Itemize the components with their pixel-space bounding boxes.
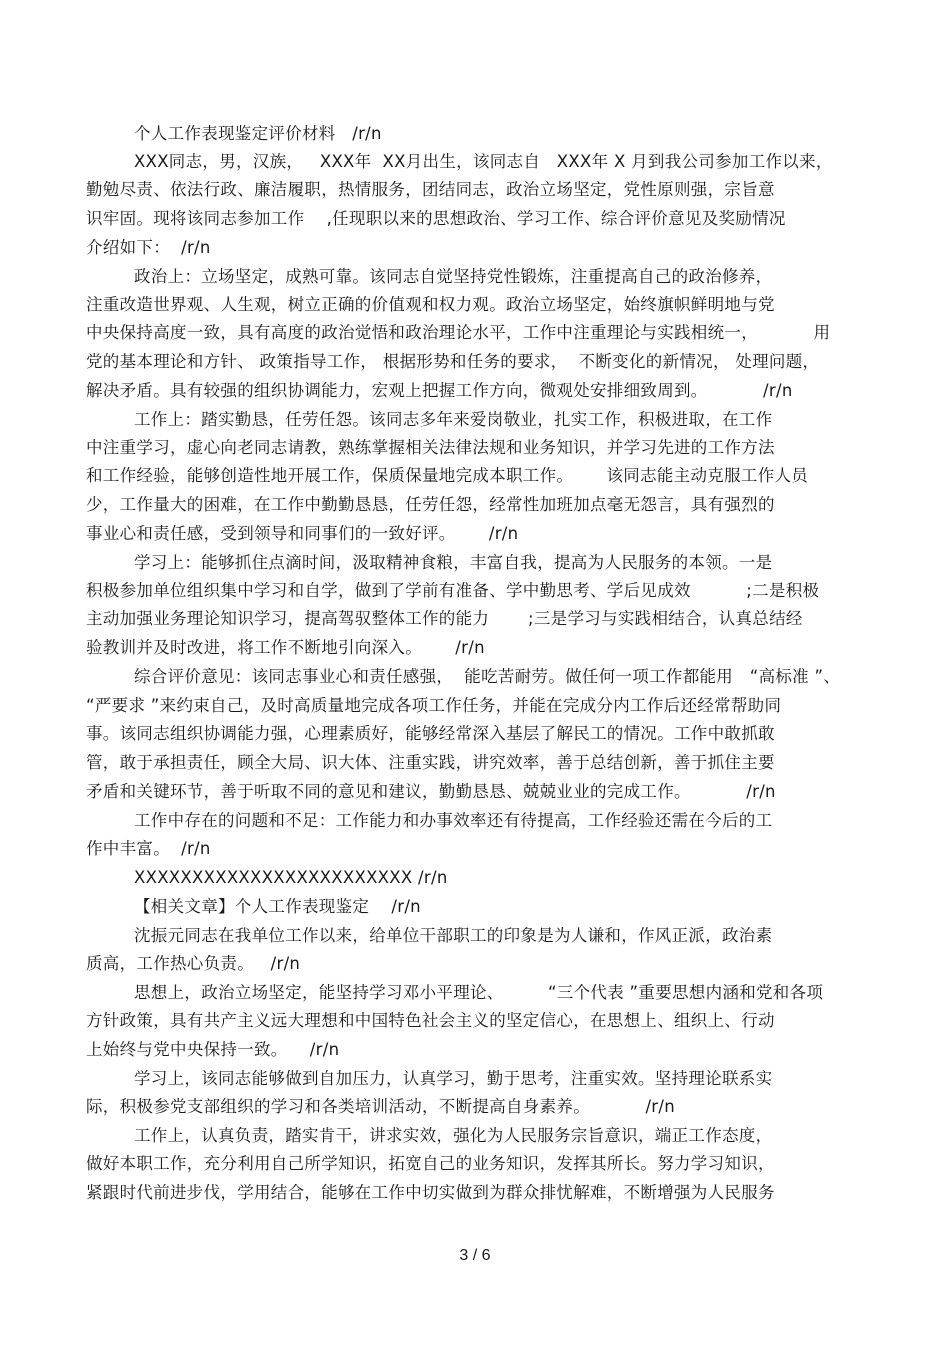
text-line: 勤勉尽责、依法行政、廉洁履职，热情服务，团结同志，政治立场坚定，党性原则强，宗旨意 [86,180,775,199]
text-line: 学习上，该同志能够做到自加压力，认真学习，勤于思考，注重实效。坚持理论联系实 [134,1069,773,1088]
text-line: 政治上：立场坚定，成熟可靠。该同志自觉坚持党性锻炼，注重提高自己的政治修养， [134,267,773,286]
text-line: 管，敢于承担责任，顾全大局、识大体、注重实践，讲究效率，善于总结创新，善于抓住主要 [86,753,775,772]
text-line: 事。该同志组织协调能力强，心理素质好，能够经常深入基层了解民工的情况。工作中敢抓敢 [86,724,775,743]
text-line: 介绍如下： /r/n [86,238,211,257]
text-line: 矛盾和关键环节，善于听取不同的意见和建议，勤勤恳恳、兢兢业业的完成工作。 /r/n [86,782,776,801]
text-line: 识牢固。现将该同志参加工作 ,任现职以来的思想政治、学习工作、综合评价意见及奖励情况 [86,209,786,228]
text-line: 学习上：能够抓住点滴时间，汲取精神食粮，丰富自我，提高为人民服务的本领。一是 [134,553,773,572]
document-title: 个人工作表现鉴定评价材料 /r/n [134,124,382,143]
text-line: 中注重学习，虚心向老同志请教，熟练掌握相关法律法规和业务知识，并学习先进的工作方法 [86,438,775,457]
text-line: 工作中存在的问题和不足：工作能力和办事效率还有待提高，工作经验还需在今后的工 [134,811,773,830]
related-article-heading: 【相关文章】个人工作表现鉴定 /r/n [134,897,421,916]
text-line: 积极参加单位组织集中学习和自学，做到了学前有准备、学中勤思考、学后见成效 ;二是积极 [86,581,820,600]
text-line: 工作上：踏实勤恳，任劳任怨。该同志多年来爱岗敬业，扎实工作，积极进取，在工作 [134,410,773,429]
text-line: 党的基本理论和方针、 政策指导工作， 根据形势和任务的要求， 不断变化的新情况， 处理问题， [86,352,820,371]
text-line: 和工作经验，能够创造性地开展工作，保质保量地完成本职工作。 该同志能主动克服工作人员 [86,466,809,485]
text-line: 思想上，政治立场坚定，能坚持学习邓小平理论、 “三个代表 ”重要思想内涵和党和各项 [134,983,824,1002]
text-line: 方针政策，具有共产主义远大理想和中国特色社会主义的坚定信心，在思想上、组织上、行动 [86,1011,775,1030]
text-line: 中央保持高度一致，具有高度的政治觉悟和政治理论水平，工作中注重理论与实践相统一， 用 [86,323,831,342]
text-line: 解决矛盾。具有较强的组织协调能力，宏观上把握工作方向，微观处安排细致周到。 /r/n [86,381,793,400]
text-line: 验教训并及时改进，将工作不断地引向深入。 /r/n [86,638,485,657]
text-line: 综合评价意见：该同志事业心和责任感强， 能吃苦耐劳。做任何一项工作都能用 “高标准 ”、 [134,667,841,686]
page-number: 3 / 6 [459,1247,491,1264]
text-line: 工作上，认真负责，踏实肯干，讲求实效，强化为人民服务宗旨意识，端正工作态度， [134,1126,773,1145]
text-line: 上始终与党中央保持一致。 /r/n [86,1040,340,1059]
text-line: XXXXXXXXXXXXXXXXXXXXXXXX /r/n [134,868,448,887]
text-line: 紧跟时代前进步伐，学用结合，能够在工作中切实做到为群众排忧解难，不断增强为人民服务 [86,1183,775,1202]
text-line: 作中丰富。 /r/n [86,839,211,858]
text-line: XXX同志，男，汉族， XXX年 XX月出生，该同志自 XXX年 X 月到我公司参加工作以来， [134,152,833,171]
text-line: “严要求 ”来约束自己，及时高质量地完成各项工作任务，并能在完成分内工作后还经常帮助同 [86,696,782,715]
text-line: 事业心和责任感，受到领导和同事们的一致好评。 /r/n [86,524,519,543]
text-line: 沈振元同志在我单位工作以来，给单位干部职工的印象是为人谦和，作风正派，政治素 [134,926,773,945]
text-line: 质高，工作热心负责。 /r/n [86,954,301,973]
text-line: 主动加强业务理论知识学习，提高驾驭整体工作的能力 ;三是学习与实践相结合，认真总结经 [86,609,803,628]
text-line: 际，积极参党支部组织的学习和各类培训活动，不断提高自身素养。 /r/n [86,1097,676,1116]
text-line: 注重改造世界观、人生观，树立正确的价值观和权力观。政治立场坚定，始终旗帜鲜明地与党 [86,295,775,314]
text-line: 少，工作量大的困难，在工作中勤勤恳恳，任劳任怨，经常性加班加点毫无怨言，具有强烈的 [86,495,775,514]
text-line: 做好本职工作，充分利用自己所学知识，拓宽自己的业务知识，发挥其所长。努力学习知识， [86,1154,775,1173]
